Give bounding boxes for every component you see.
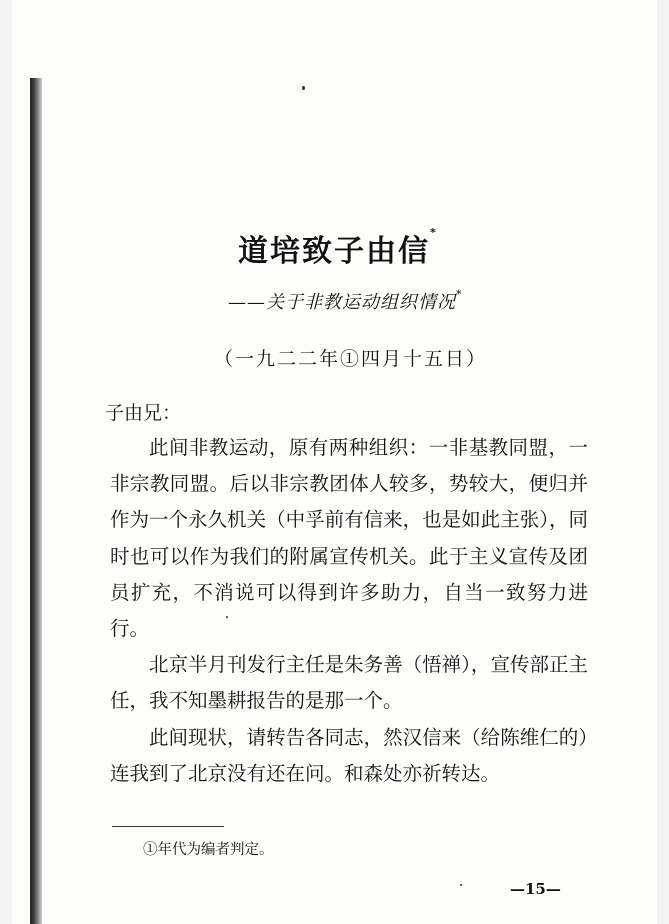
body-paragraph: 此间现状，请转告各同志，然汉信来（给陈维仁的）连我到了北京没有还在问。和森处亦祈转达。 (110, 725, 588, 785)
page-number: —15— (510, 880, 561, 898)
title-footnote-marker: * (430, 226, 438, 239)
subtitle-footnote-marker: * (456, 288, 463, 301)
body-paragraph: 北京半月刊发行主任是朱务善（悟禅），宣传部正主任，我不知墨耕报告的是那一个。 (110, 653, 588, 713)
letter-date: （一九二二年①四月十五日） (214, 348, 488, 370)
letter-title-text: 道培致子由信 (238, 234, 430, 269)
letter-subtitle (228, 288, 463, 314)
letter-subtitle-text: ——关于非教运动组织情况 (228, 292, 456, 313)
letter-body (110, 430, 588, 792)
scan-speck (302, 86, 305, 90)
book-spine-shadow (30, 78, 42, 924)
scan-speck (460, 884, 462, 886)
footnote-divider (112, 826, 224, 827)
letter-salutation: 子由兄： (105, 402, 182, 424)
letter-title (238, 226, 438, 270)
footnote: ①年代为编者判定。 (143, 842, 274, 858)
body-paragraph: 此间非教运动，原有两种组织：一非基教同盟，一非宗教同盟。后以非宗教团体人较多，势较大，便归并作为一个永久机关（中孚前有信来，也是如此主张），同时也可以作为我们的附属宣传机关。此于主义宣传及团员扩充，不消说可以得到许多助力，自当一致努力进行。 (110, 436, 588, 641)
